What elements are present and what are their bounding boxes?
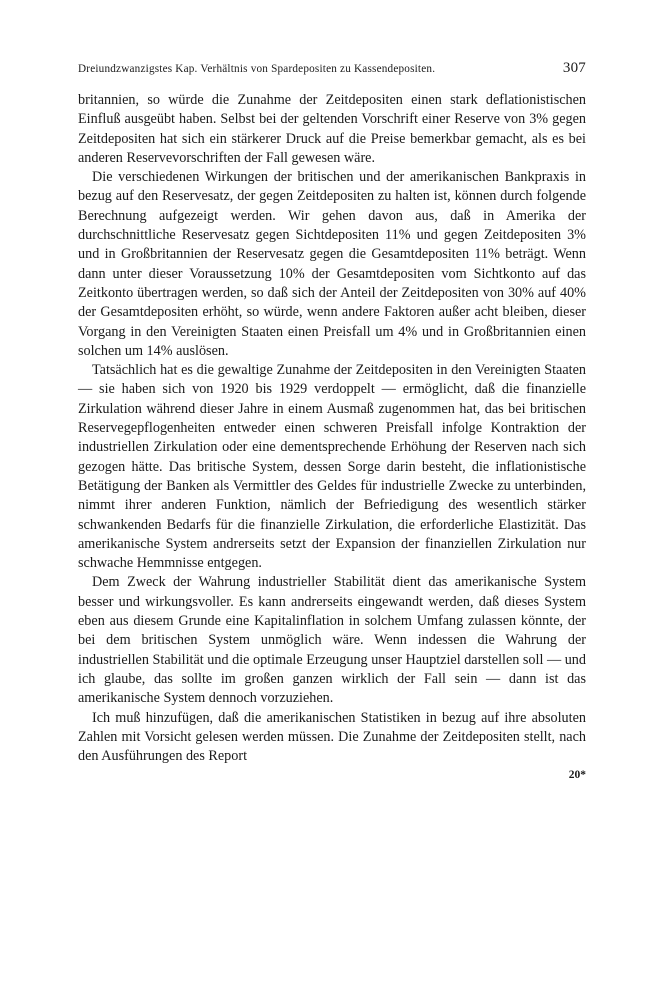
body-text [78,91,586,766]
book-page [78,60,586,781]
paragraph-2: Die verschiedenen Wirkungen der britischen und der amerikanischen Bankpraxis in bezug auf den Reservesatz, der gegen Zeitdepositen zu halten ist, können durch folgende Berechnung aufgezeigt werden. Wir gehen davon aus, daß in Amerika der durchschnittliche Reservesatz gegen Sichtdepositen 11% und gegen Zeitdepositen 3% und in Großbritannien der Reservesatz gegen die Gesamtdepositen 11% beträgt. Wenn dann unter dieser Voraussetzung 10% der Gesamtdepositen vom Sichtkonto auf das Zeitkonto übertragen werden, so daß sich der Anteil der Zeitdepositen von 30% auf 40% der Gesamtdepositen erhöht, so würde, wenn andere Faktoren außer acht bleiben, dieser Vorgang in den Vereinigten Staaten einen Preisfall um 4% und in Großbritannien einen solchen um 14% auslösen. [78,169,586,359]
running-head [78,60,586,77]
page-number: 307 [562,60,586,76]
paragraph-1: britannien, so würde die Zunahme der Zeitdepositen einen stark deflationistischen Einfluß ausgeübt haben. Selbst bei der geltenden Vorschrift einer Reserve von 3% gegen Zeitdepositen hat sich ein stärkerer Druck auf die Preise bemerkbar gemacht, als es bei anderen Reservevorschriften der Fall gewesen wäre. [78,92,586,166]
running-title: Dreiundzwanzigstes Kap. Verhältnis von Spardepositen zu Kassendepositen. [78,63,436,75]
paragraph-4: Dem Zweck der Wahrung industrieller Stabilität dient das amerikanische System besser und wirkungsvoller. Es kann andrerseits eingewandt werden, daß dieses System eben aus diesem Grunde eine Kapitalinflation in solchem Umfang zulassen könnte, der bei dem britischen System unmöglich wäre. Wenn indessen die Wahrung der industriellen Stabilität und die optimale Erzeugung unser Hauptziel darstellen soll — und ich glaube, das sollte im großen ganzen wirklich der Fall sein — dann ist das amerikanische System dennoch vorzuziehen. [78,574,586,707]
paragraph-3: Tatsächlich hat es die gewaltige Zunahme der Zeitdepositen in den Vereinigten Staaten — sie haben sich von 1920 bis 1929 verdoppelt — ermöglicht, daß die finanzielle Zirkulation während dieser Jahre in einem Ausmaß zugenommen hat, das bei britischen Reservegepflogenheiten entweder einen schweren Preisfall infolge Kontraktion der industriellen Zirkulation oder eine dementsprechende Erhöhung der Reserven nach sich gezogen hätte. Das britische System, dessen Sorge darin besteht, die inflationistische Betätigung der Banken als Vermittler des Geldes für industrielle Zwecke zu unterbinden, nimmt ihrer anderen Funktion, nämlich der Befriedigung des wesentlich stärker schwankenden Bedarfs für die finanzielle Zirkulation, die erforderliche Elastizität. Das amerikanische System andrerseits setzt der Expansion der finanziellen Zirkulation nur schwache Hemmnisse entgegen. [78,362,586,572]
paragraph-5: Ich muß hinzufügen, daß die amerikanischen Statistiken in bezug auf ihre absoluten Zahlen mit Vorsicht gelesen werden müssen. Die Zunahme der Zeitdepositen stellt, nach den Ausführungen des Report [78,709,586,765]
signature-mark: 20* [568,769,586,782]
